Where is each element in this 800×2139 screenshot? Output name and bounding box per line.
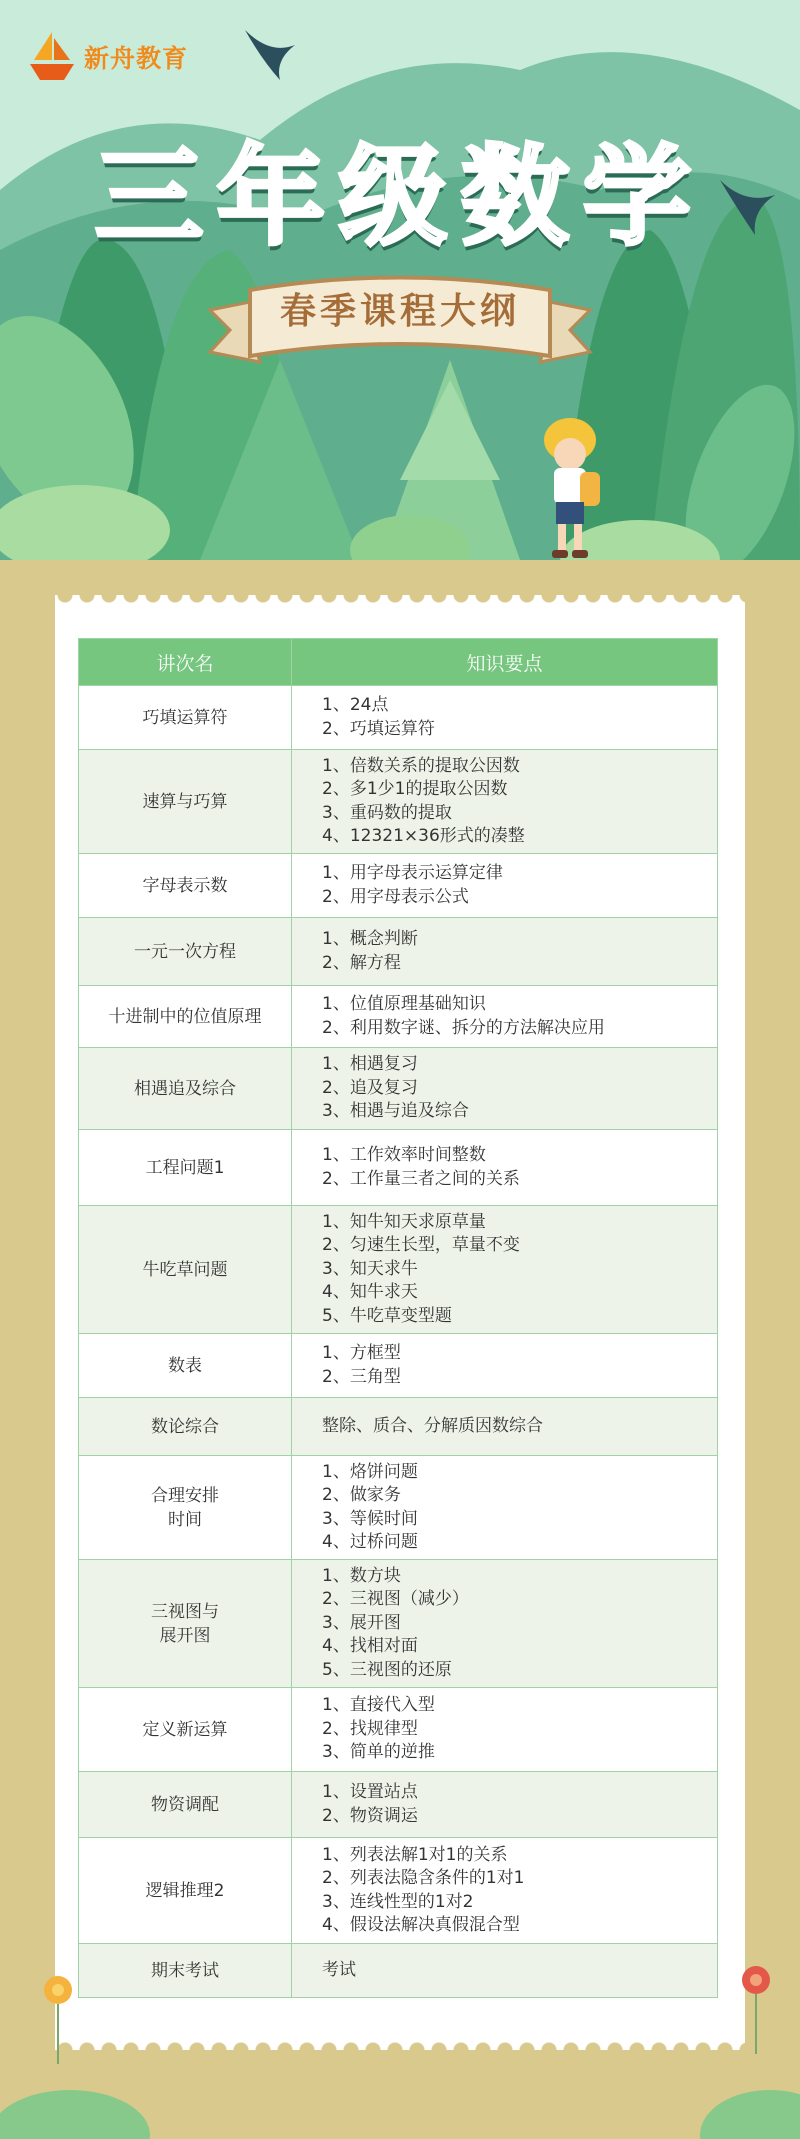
key-point: 1、烙饼问题 [322,1461,418,1482]
key-point: 2、匀速生长型，草量不变 [322,1235,520,1256]
lesson-name-cell: 期末考试 [79,1944,292,1998]
key-points-cell [292,918,718,986]
key-point: 2、利用数字谜、拆分的方法解决应用 [322,1017,605,1038]
header-lesson-name: 讲次名 [79,639,292,686]
lesson-name-cell: 工程问题1 [79,1130,292,1206]
lesson-name-cell: 物资调配 [79,1772,292,1838]
key-point: 1、直接代入型 [322,1695,435,1716]
lesson-name-cell: 数表 [79,1334,292,1398]
key-point: 3、连线性型的1对2 [322,1891,474,1912]
key-point: 4、找相对面 [322,1636,418,1657]
table-row [79,1398,718,1456]
key-point: 2、找规律型 [322,1718,418,1739]
key-point: 考试 [322,1959,356,1980]
key-points-cell [292,1206,718,1334]
bottom-decoration [0,1930,800,2139]
key-point: 1、知牛知天求原草量 [322,1211,486,1232]
flower-left [44,1976,72,2064]
flower-right [742,1966,770,2054]
table-row [79,1334,718,1398]
syllabus-table [78,638,718,1998]
key-points-cell [292,1398,718,1456]
key-point: 2、用字母表示公式 [322,886,469,907]
key-point: 1、工作效率时间整数 [322,1145,486,1166]
table-row [79,1048,718,1130]
lesson-name-cell: 牛吃草问题 [79,1206,292,1334]
key-point: 1、用字母表示运算定律 [322,863,503,884]
table-row [79,1838,718,1944]
key-point: 3、重码数的提取 [322,802,452,823]
key-points-cell [292,854,718,918]
key-point: 1、设置站点 [322,1782,418,1803]
lesson-name-cell: 字母表示数 [79,854,292,918]
table-row [79,1456,718,1560]
table-row [79,1688,718,1772]
sailboat-logo-icon [28,30,76,84]
key-points-cell [292,1772,718,1838]
key-points-cell [292,986,718,1048]
key-points-cell [292,750,718,854]
key-point: 1、位值原理基础知识 [322,994,486,1015]
lesson-name-cell: 定义新运算 [79,1688,292,1772]
key-points-cell [292,1838,718,1944]
brand-logo [28,30,188,84]
card-top-edge [55,595,745,613]
page-subtitle: 春季课程大纲 [279,291,520,332]
brand-name: 新舟教育 [84,44,189,73]
key-point: 2、巧填运算符 [322,718,435,739]
key-point: 1、数方块 [322,1565,401,1586]
lesson-name-cell: 数论综合 [79,1398,292,1456]
lesson-name-cell: 三视图与 展开图 [79,1560,292,1688]
key-point: 2、解方程 [322,952,401,973]
table-row [79,1560,718,1688]
lesson-name-cell: 合理安排 时间 [79,1456,292,1560]
table-row [79,750,718,854]
key-point: 2、多1少1的提取公因数 [322,779,508,800]
key-point: 3、简单的逆推 [322,1742,435,1763]
key-point: 1、方框型 [322,1343,401,1364]
key-points-cell [292,1048,718,1130]
key-point: 3、等候时间 [322,1508,418,1529]
table-row [79,686,718,750]
lesson-name-cell: 一元一次方程 [79,918,292,986]
key-point: 2、工作量三者之间的关系 [322,1168,520,1189]
key-point: 2、做家务 [322,1485,401,1506]
table-row [79,854,718,918]
key-point: 5、三视图的还原 [322,1659,452,1680]
lesson-name-cell: 十进制中的位值原理 [79,986,292,1048]
key-point: 4、假设法解决真假混合型 [322,1914,520,1935]
key-points-cell [292,1560,718,1688]
key-point: 2、列表法隐含条件的1对1 [322,1868,525,1889]
key-point: 3、知天求牛 [322,1258,418,1279]
key-point: 3、相遇与追及综合 [322,1101,469,1122]
lesson-name-cell: 相遇追及综合 [79,1048,292,1130]
lesson-name-cell: 逻辑推理2 [79,1838,292,1944]
key-point: 2、三角型 [322,1366,401,1387]
table-row [79,1772,718,1838]
page-title: 三年级数学 [94,135,705,260]
lesson-name-cell: 速算与巧算 [79,750,292,854]
key-point: 2、追及复习 [322,1077,418,1098]
table-row [79,986,718,1048]
key-point: 4、过桥问题 [322,1531,418,1552]
key-point: 2、物资调运 [322,1805,418,1826]
key-points-cell [292,1456,718,1560]
key-point: 1、24点 [322,695,389,716]
key-points-cell [292,686,718,750]
key-point: 整除、质合、分解质因数综合 [322,1415,543,1436]
key-point: 4、12321×36形式的凑整 [322,825,525,846]
table-header-row [79,639,718,686]
key-point: 5、牛吃草变型题 [322,1305,452,1326]
table-row [79,1206,718,1334]
key-point: 1、列表法解1对1的关系 [322,1844,508,1865]
key-point: 1、概念判断 [322,929,418,950]
key-point: 1、相遇复习 [322,1054,418,1075]
key-points-cell [292,1130,718,1206]
table-row [79,918,718,986]
key-points-cell [292,1334,718,1398]
key-point: 2、三视图（减少） [322,1589,469,1610]
key-points-cell [292,1688,718,1772]
key-point: 1、倍数关系的提取公因数 [322,755,520,776]
key-point: 4、知牛求天 [322,1282,418,1303]
key-point: 3、展开图 [322,1612,401,1633]
header-key-points: 知识要点 [292,639,718,686]
table-row [79,1130,718,1206]
lesson-name-cell: 巧填运算符 [79,686,292,750]
